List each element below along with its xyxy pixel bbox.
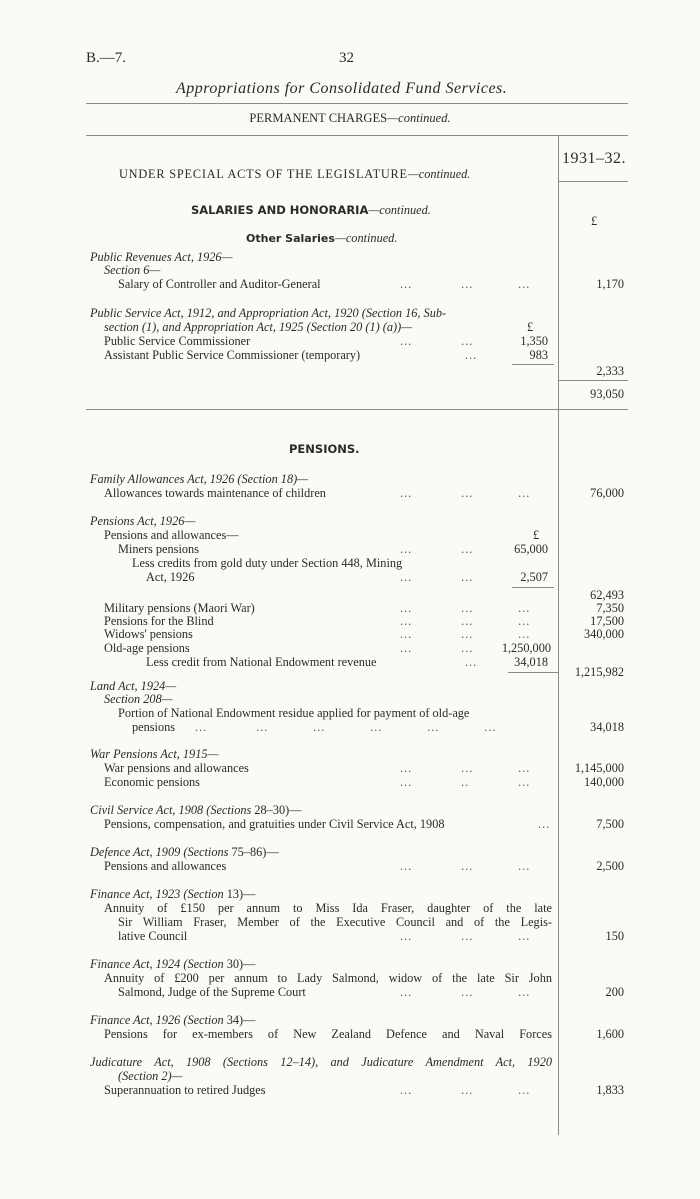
family-allowances-act: Family Allowances Act, 1926 (Section 18)— [90,472,309,486]
miners-amount: 65,000 [514,542,548,556]
year-currency-symbol: £ [591,214,598,228]
finance-1926-title: Finance Act, 1926 ( [90,1013,188,1027]
salmond-amount: 200 [605,985,624,999]
blind-leader: ... ... ... [400,614,531,628]
widows-leader: ... ... ... [400,627,531,641]
blind-amount: 17,500 [590,614,624,628]
miners-pensions: Miners pensions [118,542,199,556]
apsc-leader: ... [465,348,478,362]
widows-pensions: Widows' pensions [104,627,193,641]
judicature-act-line2: (Section 2)— [118,1069,183,1083]
finance-1923-title: Finance Act, 1923 ( [90,887,188,901]
table-top-rule [86,135,628,136]
salaries-heading-continued: —continued. [368,203,431,217]
salaries-grand-total: 93,050 [590,387,624,401]
salaries-heading-main: SALARIES AND HONORARIA [191,203,369,217]
national-endowment-line2: pensions [132,720,176,734]
fraser-annuity-line3: lative Council [118,929,188,943]
econ-leader: ... .. ... [400,775,531,789]
old-age-amount: 1,250,000 [501,641,551,655]
miners-net-amount: 62,493 [590,588,624,602]
less-nat-leader: ... [465,655,478,669]
military-leader: ... ... ... [400,601,531,615]
defence-act [90,845,279,859]
finance-1924-section-number: 30)— [223,957,256,971]
other-salaries-continued: —continued. [334,231,398,245]
defence-act-section-numbers: 75–86)— [228,845,279,859]
defence-act-title: Defence Act, 1909 ( [90,845,188,859]
civil-leader: ... [538,817,551,831]
header-rule [86,103,628,104]
salmond-annuity-line1: Annuity of £200 per annum to Lady Salmond, widow of the late Sir John [104,971,552,985]
section-special-continued: —continued. [407,167,471,181]
fraser-annuity-line2: Sir William Fraser, Member of the Executive Council and of the Legis- [118,915,552,929]
subtitle-continued: —continued. [387,111,451,125]
public-service-act-line1: Public Service Act, 1912, and Appropriation Act, 1920 (Section 16, Sub- [90,306,447,320]
family-leader: ... ... ... [400,486,531,500]
section-special-main: UNDER SPECIAL ACTS OF THE LEGISLATURE [119,167,408,181]
salmond-annuity-line2: Salmond, Judge of the Supreme Court [118,985,306,999]
civil-act-title: Civil Service Act, 1908 ( [90,803,211,817]
finance-1926-section-number: 34)— [223,1013,256,1027]
finance-1923-section-word: Section [187,887,224,901]
war-pensions-amount: 1,145,000 [574,761,624,775]
civil-act-section-numbers: 28–30)— [251,803,302,817]
page-title: Appropriations for Consolidated Fund Services. [176,80,508,97]
old-age-pensions: Old-age pensions [104,641,190,655]
psa-total-amount: 2,333 [596,364,624,378]
section-heading-special-acts [119,167,470,181]
salaries-heading [191,201,431,219]
controller-leader: ... ... ... [400,277,531,291]
military-amount: 7,350 [596,601,624,615]
public-service-commissioner: Public Service Commissioner [104,334,251,348]
nz-defence-pensions: Pensions for ex-members of New Zealand Defence and Naval Forces [104,1027,552,1041]
less-gold-duty-amount: 2,507 [520,570,548,584]
national-endowment-amount: 34,018 [590,720,624,734]
civil-act-sections-word: Sections [210,803,252,817]
military-pensions: Military pensions (Maori War) [104,601,255,615]
war-pensions-item: War pensions and allowances [104,761,249,775]
year-header-rule [558,181,628,182]
finance-act-1923 [90,887,255,901]
finance-1923-section-number: 13)— [223,887,256,901]
civil-service-amount: 7,500 [596,817,624,831]
page-number: 32 [339,50,354,66]
judges-leader: ... ... ... [400,1083,531,1097]
oldage-subtotal-rule [508,672,558,673]
document-reference: B.—7. [86,50,127,66]
public-revenues-act: Public Revenues Act, 1926— [90,250,233,264]
year-column-header: 1931–32. [562,150,626,167]
pensions-act: Pensions Act, 1926— [90,514,196,528]
controller-amount: 1,170 [596,277,624,291]
blind-pensions: Pensions for the Blind [104,614,214,628]
salmond-leader: ... ... ... [400,985,531,999]
less-gold-leader: ... ... [400,570,474,584]
finance-1924-section-word: Section [187,957,224,971]
widows-amount: 340,000 [584,627,624,641]
judicature-act-line1: Judicature Act, 1908 (Sections 12–14), and Judicature Amendment Act, 1920 [90,1055,552,1069]
defence-act-sections-word: Sections [187,845,229,859]
nz-defence-amount: 1,600 [596,1027,624,1041]
national-endowment-line1: Portion of National Endowment residue applied for payment of old-age [118,706,470,720]
economic-pensions-amount: 140,000 [584,775,624,789]
fraser-leader: ... ... ... [400,929,531,943]
judges-amount: 1,833 [596,1083,624,1097]
fraser-annuity-line1: Annuity of £150 per annum to Miss Ida Fraser, daughter of the late [104,901,552,915]
other-salaries-main: Other Salaries [246,232,335,245]
section-divider-rule [86,409,628,410]
grand-total-rule [558,380,628,381]
less-national-endowment: Less credit from National Endowment revenue [146,655,377,669]
finance-1924-title: Finance Act, 1924 ( [90,957,188,971]
miners-leader: ... ... [400,542,474,556]
judges-superannuation: Superannuation to retired Judges [104,1083,266,1097]
civil-service-act [90,803,302,817]
amount-column-rule [558,135,559,1135]
less-gold-duty-line1: Less credits from gold duty under Section 448, Mining [132,556,403,570]
section-208: Section 208— [104,692,173,706]
land-act: Land Act, 1924— [90,679,177,693]
other-salaries-heading [246,229,397,247]
miners-subtotal-rule [512,587,554,588]
pensions-heading: PENSIONS. [289,442,360,456]
pensions-currency-symbol: £ [533,528,540,542]
family-allowances-amount: 76,000 [590,486,624,500]
defence-amount: 2,500 [596,859,624,873]
civil-service-item: Pensions, compensation, and gratuities under Civil Service Act, 1908 [104,817,445,831]
controller-item: Salary of Controller and Auditor-General [118,277,321,291]
finance-act-1926 [90,1013,255,1027]
public-service-act-line2: section (1), and Appropriation Act, 1925 (Section 20 (1) (a))— [104,320,413,334]
pensions-allowances: Pensions and allowances— [104,528,239,542]
psc-leader: ... ... [400,334,474,348]
defence-leader: ... ... ... [400,859,531,873]
nat-end-leader: ... ... ... ... ... ... [195,720,497,734]
assistant-commissioner: Assistant Public Service Commissioner (temporary) [104,348,361,362]
finance-1926-section-word: Section [187,1013,224,1027]
war-pensions-act: War Pensions Act, 1915— [90,747,219,761]
fraser-amount: 150 [605,929,624,943]
section-6: Section 6— [104,263,161,277]
subtitle-main: PERMANENT CHARGES [249,111,388,125]
economic-pensions: Economic pensions [104,775,200,789]
less-national-endowment-amount: 34,018 [514,655,548,669]
defence-item: Pensions and allowances [104,859,227,873]
finance-act-1924 [90,957,255,971]
psc-amount: 1,350 [520,334,548,348]
oldage-leader: ... ... [400,641,474,655]
old-age-net-amount: 1,215,982 [574,665,624,679]
less-gold-duty-line2: Act, 1926 [146,570,195,584]
family-allowances-item: Allowances towards maintenance of children [104,486,326,500]
page-subtitle [0,111,700,125]
psa-subtotal-rule [512,364,554,365]
apsc-amount: 983 [529,348,548,362]
war-leader: ... ... ... [400,761,531,775]
psa-currency-symbol: £ [527,320,534,334]
